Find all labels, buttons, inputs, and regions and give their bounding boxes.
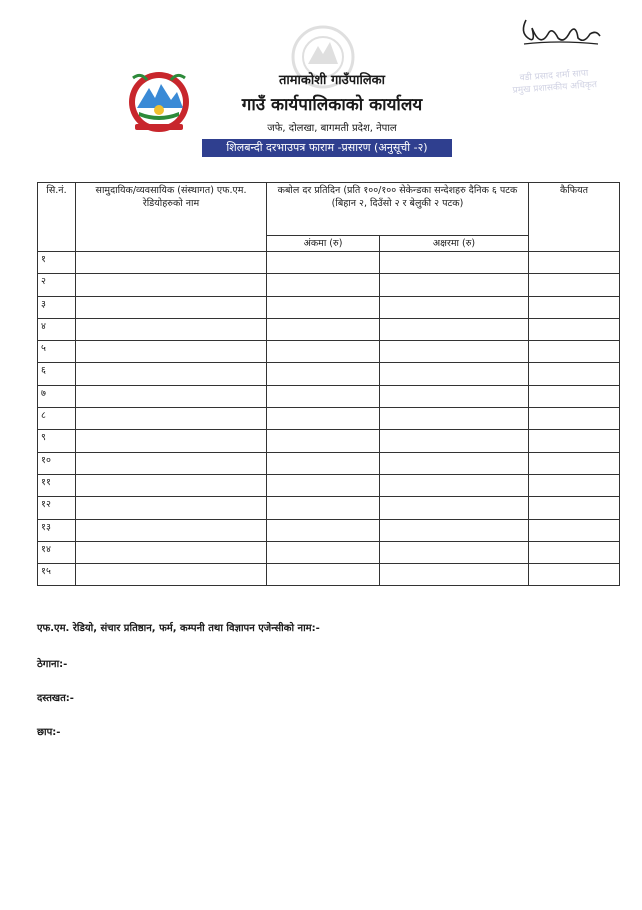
- row-sn: ६: [38, 363, 76, 385]
- row-remarks[interactable]: [529, 474, 620, 496]
- row-sn: १३: [38, 519, 76, 541]
- row-rate-figures[interactable]: [267, 274, 380, 296]
- row-rate-figures[interactable]: [267, 541, 380, 563]
- row-remarks[interactable]: [529, 452, 620, 474]
- row-remarks[interactable]: [529, 408, 620, 430]
- row-radio-name[interactable]: [76, 497, 267, 519]
- row-rate-words[interactable]: [380, 252, 529, 274]
- table-row: [38, 363, 620, 385]
- signature-icon: [518, 14, 604, 58]
- row-sn: १४: [38, 541, 76, 563]
- row-rate-words[interactable]: [380, 318, 529, 340]
- row-sn: ८: [38, 408, 76, 430]
- row-sn: १: [38, 252, 76, 274]
- row-rate-figures[interactable]: [267, 296, 380, 318]
- row-rate-words[interactable]: [380, 430, 529, 452]
- row-radio-name[interactable]: [76, 452, 267, 474]
- row-rate-words[interactable]: [380, 274, 529, 296]
- row-sn: १२: [38, 497, 76, 519]
- row-rate-figures[interactable]: [267, 452, 380, 474]
- row-rate-figures[interactable]: [267, 474, 380, 496]
- row-rate-words[interactable]: [380, 497, 529, 519]
- row-rate-words[interactable]: [380, 541, 529, 563]
- row-radio-name[interactable]: [76, 474, 267, 496]
- row-rate-figures[interactable]: [267, 341, 380, 363]
- row-rate-words[interactable]: [380, 341, 529, 363]
- agency-name-label: एफ.एम. रेडियो, संचार प्रतिष्ठान, फर्म, कम्पनी तथा विज्ञापन एजेन्सीको नाम:-: [37, 623, 320, 634]
- table-row: [38, 252, 620, 274]
- row-radio-name[interactable]: [76, 296, 267, 318]
- row-remarks[interactable]: [529, 274, 620, 296]
- table-row: [38, 564, 620, 586]
- row-rate-figures[interactable]: [267, 363, 380, 385]
- row-radio-name[interactable]: [76, 519, 267, 541]
- row-remarks[interactable]: [529, 341, 620, 363]
- official-stamp: वडी प्रसाद शर्मा सापा प्रमुख प्रशासकीय अधिकृत: [512, 68, 598, 96]
- row-radio-name[interactable]: [76, 274, 267, 296]
- row-rate-figures[interactable]: [267, 497, 380, 519]
- municipality-name: तामाकोशी गाउँपालिका: [278, 73, 386, 88]
- row-radio-name[interactable]: [76, 341, 267, 363]
- row-radio-name[interactable]: [76, 363, 267, 385]
- office-address: जफे, दोलखा, बागमती प्रदेश, नेपाल: [267, 123, 397, 134]
- bid-table: [37, 182, 620, 586]
- row-radio-name[interactable]: [76, 318, 267, 340]
- row-sn: ५: [38, 341, 76, 363]
- row-remarks[interactable]: [529, 519, 620, 541]
- row-rate-figures[interactable]: [267, 385, 380, 407]
- row-remarks[interactable]: [529, 363, 620, 385]
- row-sn: ९: [38, 430, 76, 452]
- form-title-banner: शिलबन्दी दरभाउपत्र फाराम -प्रसारण (अनुसूची -२): [202, 139, 452, 157]
- header-remarks: कैफियत: [529, 183, 620, 252]
- row-sn: ११: [38, 474, 76, 496]
- row-remarks[interactable]: [529, 541, 620, 563]
- table-row: [38, 452, 620, 474]
- header-radio-name: सामुदायिक/व्यवसायिक (संस्थागत) एफ.एम. रेडियोहरुको नाम: [76, 183, 267, 252]
- row-radio-name[interactable]: [76, 564, 267, 586]
- row-sn: २: [38, 274, 76, 296]
- table-row: [38, 408, 620, 430]
- header-rate-words: अक्षरमा (रु): [380, 236, 529, 252]
- row-radio-name[interactable]: [76, 541, 267, 563]
- row-sn: १०: [38, 452, 76, 474]
- row-radio-name[interactable]: [76, 252, 267, 274]
- row-radio-name[interactable]: [76, 408, 267, 430]
- row-rate-words[interactable]: [380, 296, 529, 318]
- row-remarks[interactable]: [529, 430, 620, 452]
- row-rate-words[interactable]: [380, 452, 529, 474]
- table-row: [38, 474, 620, 496]
- row-rate-figures[interactable]: [267, 564, 380, 586]
- table-row: [38, 541, 620, 563]
- row-rate-figures[interactable]: [267, 252, 380, 274]
- table-row: [38, 497, 620, 519]
- row-rate-words[interactable]: [380, 408, 529, 430]
- row-rate-words[interactable]: [380, 564, 529, 586]
- office-title: गाउँ कार्यपालिकाको कार्यालय: [241, 95, 423, 115]
- address-label: ठेगाना:-: [37, 659, 68, 670]
- row-remarks[interactable]: [529, 252, 620, 274]
- row-remarks[interactable]: [529, 385, 620, 407]
- row-rate-words[interactable]: [380, 519, 529, 541]
- row-rate-figures[interactable]: [267, 318, 380, 340]
- table-row: [38, 519, 620, 541]
- table-row: [38, 430, 620, 452]
- row-rate-figures[interactable]: [267, 519, 380, 541]
- row-sn: ४: [38, 318, 76, 340]
- row-rate-words[interactable]: [380, 363, 529, 385]
- table-row: [38, 274, 620, 296]
- table-row: [38, 296, 620, 318]
- row-rate-figures[interactable]: [267, 408, 380, 430]
- table-row: [38, 385, 620, 407]
- row-remarks[interactable]: [529, 497, 620, 519]
- seal-label: छाप:-: [37, 727, 61, 738]
- row-remarks[interactable]: [529, 564, 620, 586]
- signature-label: दस्तखत:-: [37, 693, 74, 704]
- row-sn: १५: [38, 564, 76, 586]
- row-radio-name[interactable]: [76, 385, 267, 407]
- header-rate-figures: अंकमा (रु): [267, 236, 380, 252]
- row-remarks[interactable]: [529, 296, 620, 318]
- row-rate-words[interactable]: [380, 385, 529, 407]
- header-rate: कबोल दर प्रतिदिन (प्रति १००/१०० सेकेन्डका सन्देशहरु दैनिक ६ पटक (बिहान २, दिउँसो २ र बेलुकी २ पटक): [267, 183, 529, 236]
- row-rate-words[interactable]: [380, 474, 529, 496]
- row-remarks[interactable]: [529, 318, 620, 340]
- row-rate-figures[interactable]: [267, 430, 380, 452]
- table-row: [38, 318, 620, 340]
- header-sn: सि.नं.: [38, 183, 76, 252]
- row-sn: ३: [38, 296, 76, 318]
- row-radio-name[interactable]: [76, 430, 267, 452]
- row-sn: ७: [38, 385, 76, 407]
- table-row: [38, 341, 620, 363]
